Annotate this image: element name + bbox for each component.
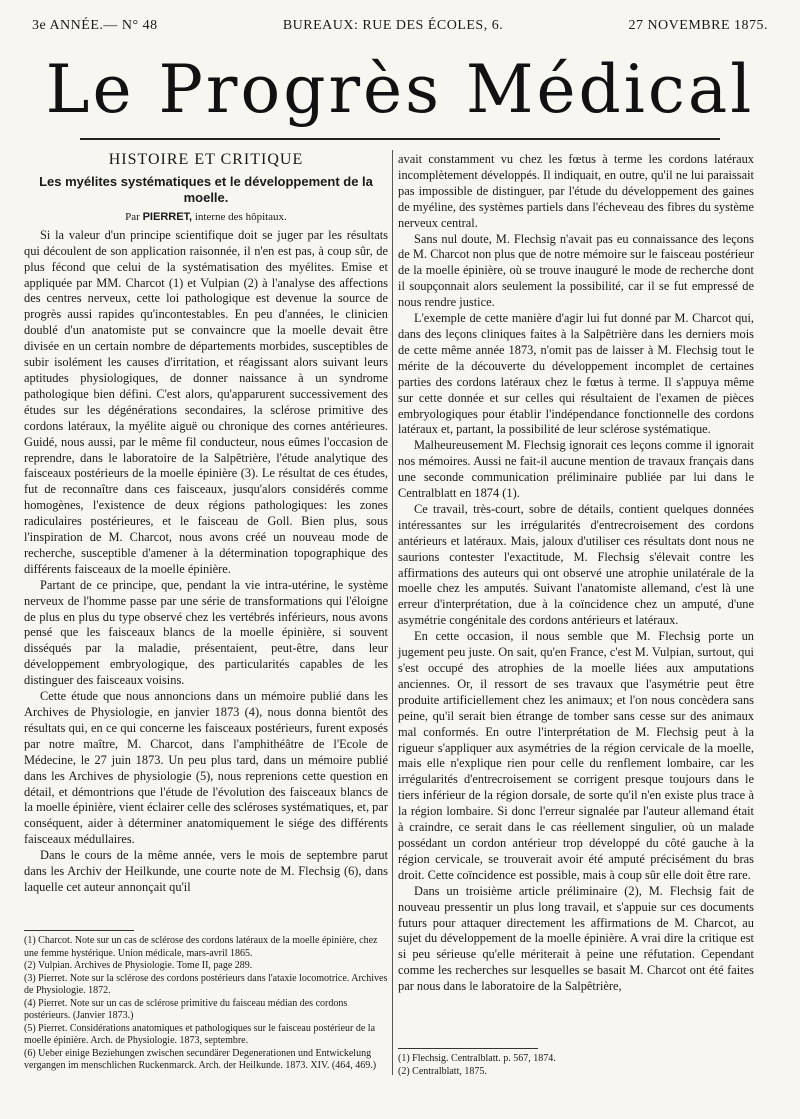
- issue-date: 27 NOVEMBRE 1875.: [628, 18, 768, 33]
- footnote-separator: [24, 930, 134, 931]
- right-footnotes: [398, 1048, 754, 1078]
- footnote: (4) Pierret. Note sur un cas de sclérose primitive du faisceau médian des cordons postérieurs. (Janvier 1873.): [24, 997, 348, 1021]
- paragraph: En cette occasion, il nous semble que M. Flechsig porte un jugement peu juste. On sait, qu'en France, c'est M. Vulpian, surtout, qui s'est occupé des atrophies de la moelle liées aux amputations anciennes. Or, il ressort de ses travaux que l'asymétrie peut être produite artificiellement chez les animaux; et l'on nous concèdera sans peine, qu'il serait bien étrange de tomber sans cesse sur des animaux mal conformés. En outre l'interprétation de M. Flechsig peut à la rigueur s'appliquer aux asymétries de la région cervicale de la moelle, mais elle n'explique rien pour celle du renflement lombaire, car les irrégularités d'entrecroisement se corrigent presque toujours dans le tiers inférieur de la région dorsale, de sorte qu'il n'en existe plus trace à la région lombaire. Si donc l'erreur signalée par l'auteur allemand était à craindre, ce serait dans le cas réellement singulier, où un malade possédant un cordon antérieur trop développé du côté gauche à la région cervicale, se trouverait avoir été amputé précisément du bras droit. Cette coïncidence est possible, mais à coup sûr elle doit être rare.: [398, 629, 754, 882]
- paragraph: Ce travail, très-court, sobre de détails, contient quelques données intéressantes sur les irrégularités d'entrecroisement des cordons antérieurs et latéraux. Mais, jaloux d'utiliser ces résultats dont nous ne saurions contester l'exactitude, M. Flechsig s'élevait contre les affirmations des auteurs qui ont observé une atrophie unilatérale de la moelle chez les amputés. Suivant l'anatomiste allemand, c'est là une erreur d'interprétation, due à la coïncidence chez un amputé, d'une asymétrie congénitale des cordons antérieurs et latéraux.: [398, 501, 754, 628]
- footnote: (6) Ueber einige Beziehungen zwischen secundärer Degenerationen und Entwickelung vergangen im menschlichen Ruckenmarck. Arch. der Heilkunde. 1873. XIV. (464, 469.): [24, 1047, 377, 1071]
- paragraph: Dans un troisième article préliminaire (2), M. Flechsig fait de nouveau pressentir un plus long travail, et s'appuie sur ces documents futurs pour attaquer directement les affirmations de M. Charcot, au sujet du développement de la moelle épinière. A vrai dire la critique est si peu sérieuse qu'elle mériterait à peine une réfutation. Cependant comme les recherches sur lesquelles se basait M. Charcot ont été faites par nous dans le laboratoire de la Salpêtrière,: [398, 883, 754, 994]
- article-title: Les myélites systématiques et le développement de la moelle.: [39, 173, 373, 205]
- right-body: [398, 152, 754, 995]
- right-column: [398, 152, 754, 995]
- footnote: (3) Pierret. Note sur la sclérose des cordons postérieurs dans l'ataxie locomotrice. Archives de Physiologie. 1872.: [24, 972, 388, 996]
- column-divider: [392, 150, 393, 1075]
- byline-prefix: Par: [125, 210, 140, 223]
- right-footnote-list: [398, 1053, 754, 1078]
- office-address: BUREAUX: RUE DES ÉCOLES, 6.: [282, 18, 504, 33]
- footnote: (2) Vulpian. Archives de Physiologie. Tome II, page 289.: [24, 960, 253, 971]
- left-footnotes: [24, 930, 388, 1073]
- running-header: [32, 18, 768, 38]
- section-title: HISTOIRE ET CRITIQUE: [108, 151, 304, 168]
- masthead-title: Le Progrès Médical: [45, 51, 755, 128]
- author-role: interne des hôpitaux.: [194, 210, 287, 223]
- issue-number: 3e ANNÉE.— N° 48: [32, 18, 158, 33]
- left-footnote-list: [24, 935, 388, 1073]
- left-body: [24, 228, 388, 896]
- paragraph: Partant de ce principe, que, pendant la vie intra-utérine, le système nerveux de l'homme passe par une série de transformations qui l'éloigne de plus en plus du type observé chez les vertébrés inférieurs, nous avons pensé que les faisceaux blancs de la moelle épinière, si souvent disséqués par la maladie, présentaient, peut-être, dans leur développement embryologique, des particularités capables de les distinguer des faisceaux voisins.: [24, 577, 388, 688]
- paragraph: Dans le cours de la même année, vers le mois de septembre parut dans les Archiv der Heilkunde, une courte note de M. Flechsig (6), dans laquelle cet auteur annonçait qu'il: [24, 848, 388, 894]
- paragraph: L'exemple de cette manière d'agir lui fut donné par M. Charcot qui, dans des leçons cliniques faites à la Salpêtrière dans les derniers mois de cette même année 1873, n'omit pas de laisser à M. Flechsig tout le mérite de la découverte du développement incomplet de certaines parties des cordons latéraux chez le fœtus à terme. Il s'appuya même sur cette donnée et sur celles qui résultaient de l'examen de pièces embryologiques pour établir l'indépendance fonctionnelle des cordons latéraux et, partant, la possibilité de leur sclérose systématique.: [398, 311, 754, 437]
- masthead-rule: [80, 138, 720, 140]
- paragraph: Si la valeur d'un principe scientifique doit se juger par les résultats qui découlent de son application raisonnée, il n'en est pas, à coup sûr, de plus fécond que celui de la systématisation des myélites. Emise et appliquée par MM. Charcot (1) et Vulpian (2) à l'analyse des affections des centres nerveux, cette loi pathologique est devenue la source de progrès aussi rapides qu'incontestables. En peu d'années, le clinicien doublé d'un anatomiste put se convaincre que la moelle devait être divisée en un certain nombre de départements morbides, susceptibles de subir isolément les causes d'irritation, et réagissant alors suivant leurs aptitudes physiologiques, de donner naissance à un syndrome pathologique bien défini. C'est alors, qu'apparurent successivement des études sur les dégénérations secondaires, la sclérose primitive des cordons latéraux, la myélite aiguë ou chronique des cornes antérieures. Guidé, nous aussi, par le même fil conducteur, nous eûmes l'occasion de reprendre, dans le laboratoire de la Salpêtrière, l'étude analytique des faisceaux postérieurs de la moelle épinière (3). Le résultat de ces études, fut de reconnaître dans ces faisceaux, jusqu'alors considérés comme homogènes, l'existence de deux régions pathologiques: les zones radiculaires postérieures, et le faisceau de Goll. Bien plus, sous l'inspiration de M. Charcot, nous avons créé un nouveau mode de recherche, susceptible d'amener à la détermination topographique des différents faisceaux de la moelle épinière.: [24, 227, 388, 576]
- byline: [24, 210, 388, 226]
- author-name: PIERRET,: [142, 210, 193, 223]
- paragraph: avait constamment vu chez les fœtus à terme les cordons latéraux incomplètement développés. Il indiquait, en outre, qu'il ne lui paraissait pas impossible de distinguer, par l'étude du développement des gaines de myéline, des systèmes partiels dans l'écheveau des fibres du système nerveux central.: [398, 152, 754, 230]
- footnote-separator: [398, 1048, 538, 1049]
- left-column: [24, 152, 388, 896]
- footnote: (1) Charcot. Note sur un cas de sclérose des cordons latéraux de la moelle épinière, chez une femme hystérique. Union médicale, mars-avril 1865.: [24, 935, 378, 959]
- paragraph: Sans nul doute, M. Flechsig n'avait pas eu connaissance des leçons de M. Charcot non plus que de notre mémoire sur le faisceau postérieur de la moelle épinière, où se trouve inauguré le mode de recherche dont il soupçonnait alors seulement la possibilité, car il se fut empressé de nous rendre justice.: [398, 231, 754, 310]
- footnote: (5) Pierret. Considérations anatomiques et pathologiques sur le faisceau postérieur de la moelle épinière. Arch. de Physiologie. 1873, septembre.: [24, 1022, 376, 1046]
- footnote: (1) Flechsig. Centralblatt. p. 567, 1874.: [398, 1053, 556, 1064]
- paragraph: Cette étude que nous annoncions dans un mémoire publié dans les Archives de Physiologie, en janvier 1873 (4), nous donna bientôt des résultats qui, en ce qui concerne les faisceaux postérieurs, furent exposés par notre maître, M. Charcot, dans l'amphithéâtre de l'Ecole de Médecine, le 27 juin 1873. Un peu plus tard, dans un mémoire publié dans les Archives de physiologie (5), nous reprenions cette question en détail, et démontrions que l'étude de l'évolution des faisceaux blancs de la moelle épinière, vient éclairer celle des scléroses systématiques, et, par conséquent, aider à déterminer anatomiquement le siége des différents faisceaux médullaires.: [24, 689, 388, 847]
- footnote: (2) Centralblatt, 1875.: [398, 1065, 487, 1077]
- paragraph: Malheureusement M. Flechsig ignorait ces leçons comme il ignorait nos mémoires. Aussi ne fait-il aucune mention de travaux français dans une seconde communication préliminaire publiée par lui dans le Centralblatt en 1874 (1).: [398, 438, 754, 501]
